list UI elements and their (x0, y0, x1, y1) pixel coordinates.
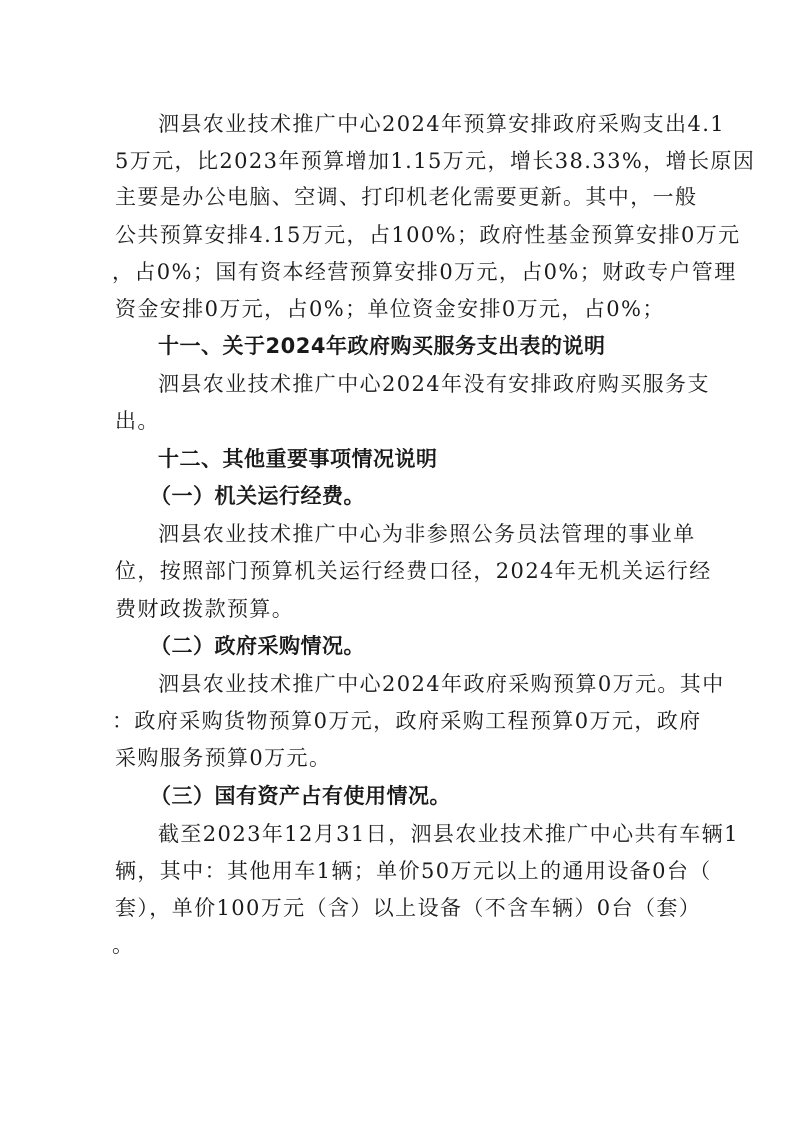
subsection-2-heading: （二）政府采购情况。 (150, 634, 365, 658)
paragraph-1-line-1: 泗县农业技术推广中心2024年预算安排政府采购支出4.1 (158, 112, 726, 136)
paragraph-5-line-4: 。 (112, 933, 135, 957)
paragraph-4-line-2: ：政府采购货物预算0万元，政府采购工程预算0万元，政府 (112, 709, 702, 733)
paragraph-5-line-1: 截至2023年12月31日，泗县农业技术推广中心共有车辆1 (158, 822, 739, 846)
section-12-heading: 十二、其他重要事项情况说明 (158, 447, 438, 471)
paragraph-3-line-3: 费财政拨款预算。 (115, 597, 295, 621)
paragraph-1-line-5: ，占0%；国有资本经营预算安排0万元，占0%；财政专户管理 (112, 260, 737, 284)
paragraph-1-line-6: 资金安排0万元，占0%；单位资金安排0万元，占0%； (115, 297, 665, 321)
paragraph-2-line-2: 出。 (115, 409, 160, 433)
section-11-heading: 十一、关于2024年政府购买服务支出表的说明 (158, 334, 606, 358)
paragraph-3-line-2: 位，按照部门预算机关运行经费口径，2024年无机关运行经 (115, 559, 712, 583)
subsection-1-heading: （一）机关运行经费。 (150, 484, 365, 508)
paragraph-2-line-1: 泗县农业技术推广中心2024年没有安排政府购买服务支 (158, 372, 710, 396)
paragraph-1-line-2: 5万元，比2023年预算增加1.15万元，增长38.33%，增长原因 (115, 149, 756, 173)
paragraph-3-line-1: 泗县农业技术推广中心为非参照公务员法管理的事业单 (158, 522, 696, 546)
paragraph-5-line-2: 辆，其中：其他用车1辆；单价50万元以上的通用设备0台（ (115, 859, 712, 883)
subsection-3-heading: （三）国有资产占有使用情况。 (150, 784, 451, 808)
paragraph-1-line-3: 主要是办公电脑、空调、打印机老化需要更新。其中，一般 (115, 185, 698, 209)
paragraph-5-line-3: 套），单价100万元（含）以上设备（不含车辆）0台（套） (115, 896, 702, 920)
paragraph-4-line-1: 泗县农业技术推广中心2024年政府采购预算0万元。其中 (158, 672, 725, 696)
paragraph-1-line-4: 公共预算安排4.15万元，占100%；政府性基金预算安排0万元 (115, 223, 741, 247)
paragraph-4-line-3: 采购服务预算0万元。 (115, 746, 332, 770)
